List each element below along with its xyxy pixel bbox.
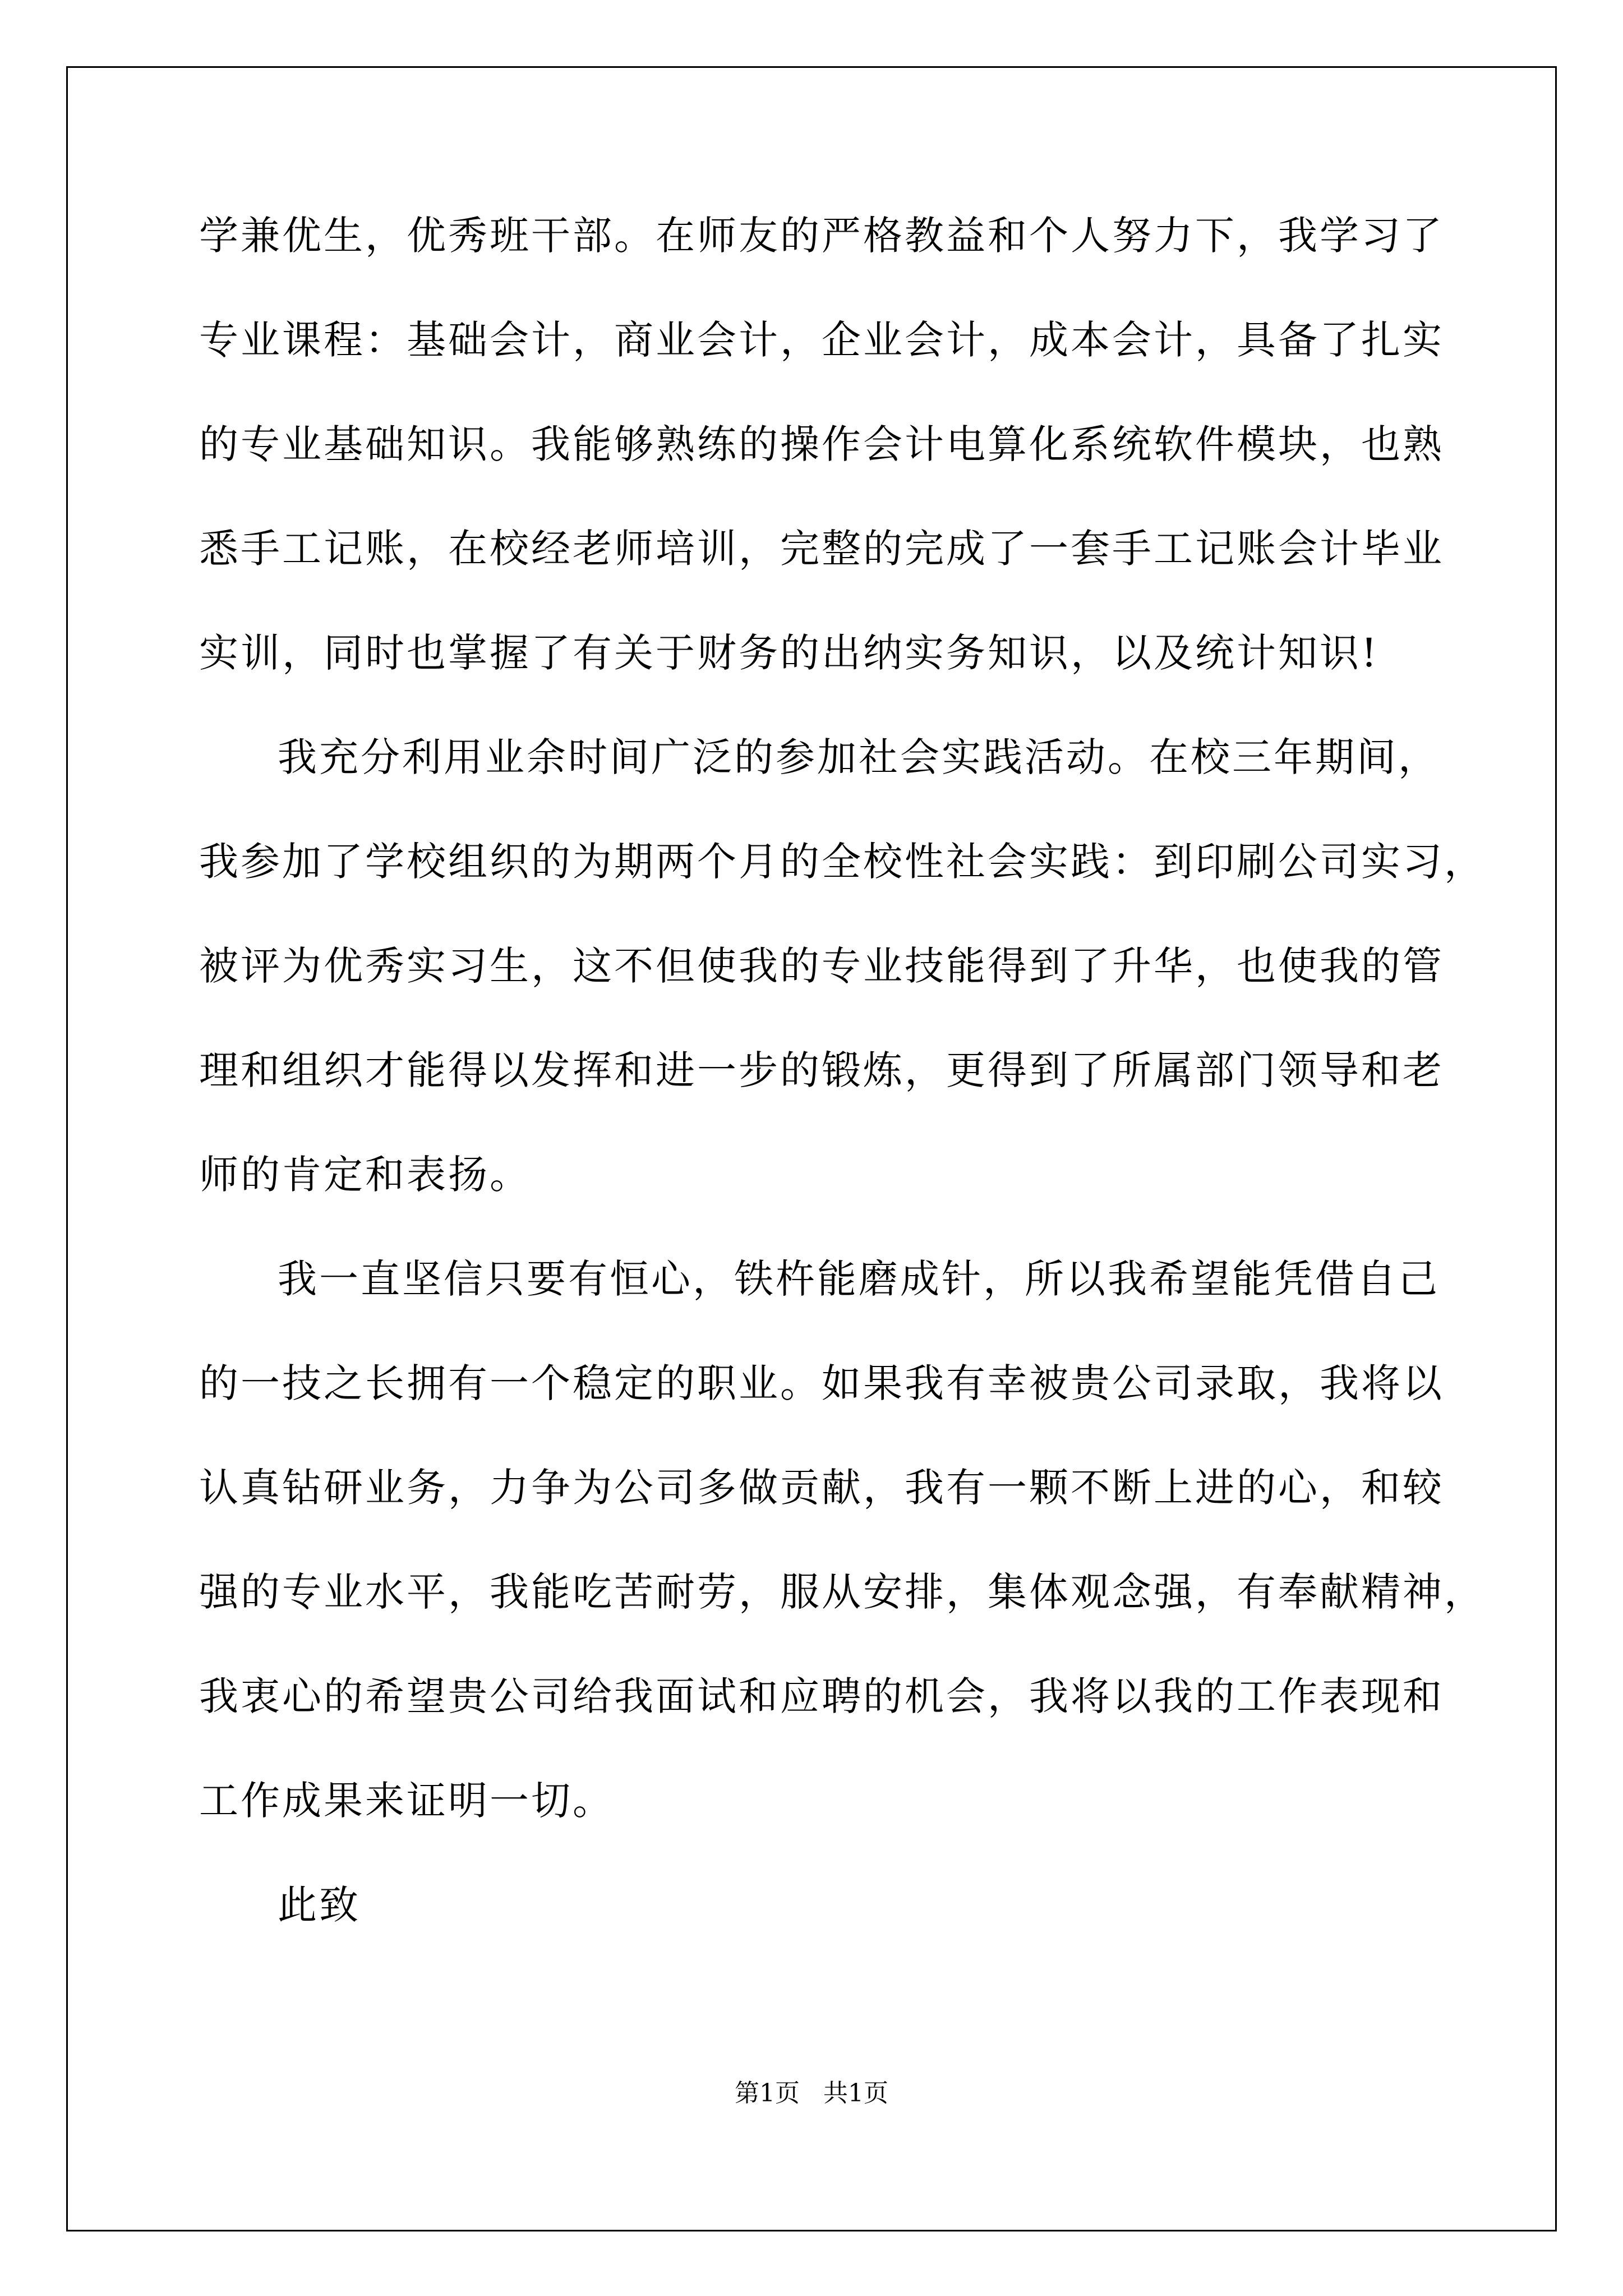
- body-line-4: 悉手工记账，在校经老师培训，完整的完成了一套手工记账会计毕业: [199, 526, 1444, 572]
- body-line-9: 理和组织才能得以发挥和进一步的锻炼，更得到了所属部门领导和老: [199, 1047, 1444, 1093]
- body-line-8: 被评为优秀实习生，这不但使我的专业技能得到了升华，也使我的管: [199, 943, 1444, 989]
- body-line-1: 学兼优生，优秀班干部。在师友的严格教益和个人努力下，我学习了: [199, 213, 1444, 259]
- body-line-15: 我衷心的希望贵公司给我面试和应聘的机会，我将以我的工作表现和: [199, 1673, 1444, 1719]
- body-line-14: 强的专业水平，我能吃苦耐劳，服从安排，集体观念强，有奉献精神，: [199, 1569, 1486, 1615]
- body-line-2: 专业课程：基础会计，商业会计，企业会计，成本会计，具备了扎实: [199, 317, 1444, 363]
- closing-salutation: 此致: [278, 1882, 361, 1928]
- body-line-5: 实训，同时也掌握了有关于财务的出纳实务知识，以及统计知识!: [199, 630, 1380, 676]
- body-line-3: 的专业基础知识。我能够熟练的操作会计电算化系统软件模块，也熟: [199, 421, 1444, 467]
- body-line-16: 工作成果来证明一切。: [199, 1778, 614, 1824]
- body-line-12: 的一技之长拥有一个稳定的职业。如果我有幸被贵公司录取，我将以: [199, 1360, 1444, 1406]
- body-line-10: 师的肯定和表扬。: [199, 1152, 531, 1198]
- body-line-7: 我参加了学校组织的为期两个月的全校性社会实践：到印刷公司实习，: [199, 839, 1486, 885]
- body-line-11: 我一直坚信只要有恒心，铁杵能磨成针，所以我希望能凭借自己: [278, 1256, 1440, 1302]
- page-number-footer: 第1页 共1页: [735, 2079, 888, 2108]
- body-line-13: 认真钻研业务，力争为公司多做贡献，我有一颗不断上进的心，和较: [199, 1465, 1444, 1511]
- body-line-6: 我充分利用业余时间广泛的参加社会实践活动。在校三年期间，: [278, 734, 1440, 780]
